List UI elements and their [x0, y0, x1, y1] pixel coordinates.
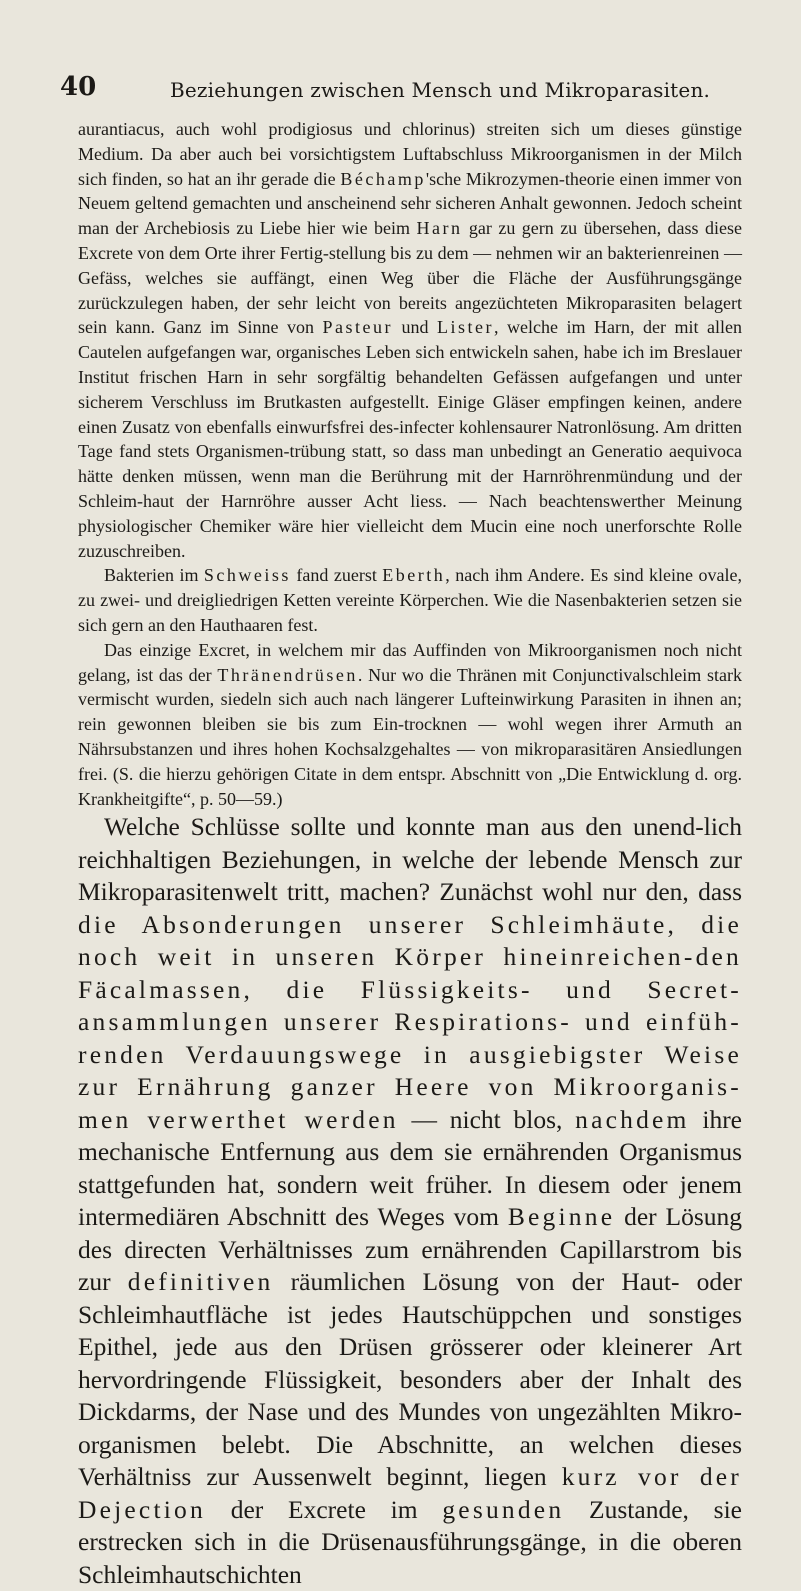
- term-nachdem: nachdem: [575, 1104, 690, 1134]
- author-bechamp: Béchamp: [340, 168, 426, 189]
- paragraph-conclusions: Welche Schlüsse sollte und konnte man aus den unend-lich reichhaltigen Beziehungen, in welche der lebende Mensch zur Mikroparasitenwelt tritt, machen? Zunächst wohl nur den, dass die Absonderungen unserer Schleimhäute, die noch weit in unseren Körper hineinreichen-den Fäcalmassen, die Flüssigkeits- und Secret-ansammlungen unserer Respirations- und einfüh-renden Verdauungswege in ausgiebigster Weise zur Ernährung ganzer Heere von Mikroorganis-men verwerthet werden — nicht blos, nachdem ihre mechanische Entfernung aus dem sie ernährenden Organismus stattgefunden hat, sondern weit früher. In diesem oder jenem intermediären Abschnitt des Weges vom Beginne der Lösung des directen Verhältnisses zum ernährenden Capillarstrom bis zur definitiven räumlichen Lösung von der Haut- oder Schleimhautfläche ist jedes Hautschüppchen und sonstiges Epithel, jede aus den Drüsen grösserer oder kleinerer Art hervordringende Flüssigkeit, besonders aber der Inhalt des Dickdarms, der Nase und des Mundes von ungezählten Mikro-organismen belebt. Die Abschnitte, an welchen dieses Verhältniss zur Aussenwelt beginnt, liegen kurz vor der Dejection der Excrete im gesunden Zustande, sie erstrecken sich in die Drüsenausführungsgänge, in die oberen Schleimhautschichten: [78, 812, 743, 1589]
- emphasis-secretions: die Absonderungen unserer Schleimhäute, die noch weit in unseren Körper hineinreichen-den Fäcalmassen, die Flüssigkeits- und Secret-ansammlungen unserer Respirations- und einfüh-renden Verdauungswege in ausgiebigster Weise zur Ernährung ganzer Heere von Mikroorganis-men verwerthet werden: [78, 909, 742, 1134]
- main-print-section: [78, 811, 742, 1591]
- term-harn: Harn: [416, 218, 463, 239]
- small-print-section: [78, 117, 742, 811]
- term-definitiven: definitiven: [127, 1267, 274, 1297]
- term-thraenendruesen: Thränendrüsen: [217, 664, 358, 685]
- term-beginne: Beginne: [507, 1202, 616, 1232]
- author-eberth: Eberth: [382, 565, 446, 586]
- page-number: 40: [60, 72, 97, 102]
- paragraph-tears: Das einzige Excret, in welchem mir das Auffinden von Mikroorganismen noch nicht gelang, ist das der Thränendrüsen. Nur wo die Thränen mit Conjunctivalschleim stark vermischt wurden, siedeln sich auch nach längerer Lufteinwirkung Parasiten in ihnen an; rein gewonnen bleiben sie bis zum Ein-trocknen — wohl wegen ihrer Armuth an Nährsubstanzen und ihres hohen Kochsalzgehaltes — von mikroparasitären Ansiedlungen frei. (S. die hierzu gehörigen Citate in dem entspr. Abschnitt von „Die Entwicklung d. org. Krankheitgifte“, p. 50—59.): [78, 639, 743, 809]
- paragraph-milk-urine: aurantiacus, auch wohl prodigiosus und chlorinus) streiten sich um dieses günstige Medium. Da aber auch bei vorsichtigstem Luftabschluss Mikroorganismen in der Milch sich finden, so hat an ihr gerade die Béchamp'sche Mikrozymen-theorie einen immer von Neuem geltend gemachten und anscheinend sehr sicheren Anhalt gewonnen. Jedoch scheint man der Archebiosis zu Liebe hier wie beim Harn gar zu gern zu übersehen, dass diese Excrete von dem Orte ihrer Fertig-stellung bis zu dem — nehmen wir an bakterienreinen — Gefäss, welches sie auffängt, einen Weg über die Fläche der Ausführungsgänge zurückzulegen haben, der sehr leicht von bereits angezüchteten Mikroparasiten belagert sein kann. Ganz im Sinne von Pasteur und Lister, welche im Harn, der mit allen Cautelen aufgefangen war, organisches Leben sich entwickeln sahen, habe ich im Breslauer Institut frischen Harn in sehr sorgfältig behandelten Gefässen aufgefangen und unter sicherem Verschluss im Brutkasten aufgestellt. Einige Gläser empfingen keinen, andere einen Zusatz von ebenfalls einwurfsfrei des-infecter kohlensaurer Natronlösung. Am dritten Tage fand stets Organismen-trübung statt, so dass man unbedingt an Generatio aequivoca hätte denken müssen, wenn man die Berührung mit der Harnröhrenmündung und der Schleim-haut der Harnröhre ausser Acht liess. — Nach beachtenswerther Meinung physiologischer Chemiker wäre hier vielleicht dem Mucin eine noch unerforschte Rolle zuzuschreiben.: [78, 119, 742, 561]
- author-lister: Lister: [437, 317, 495, 338]
- paragraph-sweat: Bakterien im Schweiss fand zuerst Eberth, nach ihm Andere. Es sind kleine ovale, zu zwei- und dreigliedrigen Ketten vereinte Körperchen. Wie die Nasenbakterien setzen sie sich gern an den Hauthaaren fest.: [78, 565, 742, 635]
- running-title: Beziehungen zwischen Mensch und Mikroparasiten.: [170, 78, 711, 102]
- term-schweiss: Schweiss: [203, 565, 291, 586]
- author-pasteur: Pasteur: [322, 317, 394, 338]
- page-header: [60, 72, 750, 112]
- body-text: [78, 117, 742, 1591]
- term-kurz-vor-der-dejection: kurz vor der Dejection: [78, 1462, 742, 1524]
- term-gesunden: gesunden: [442, 1494, 565, 1524]
